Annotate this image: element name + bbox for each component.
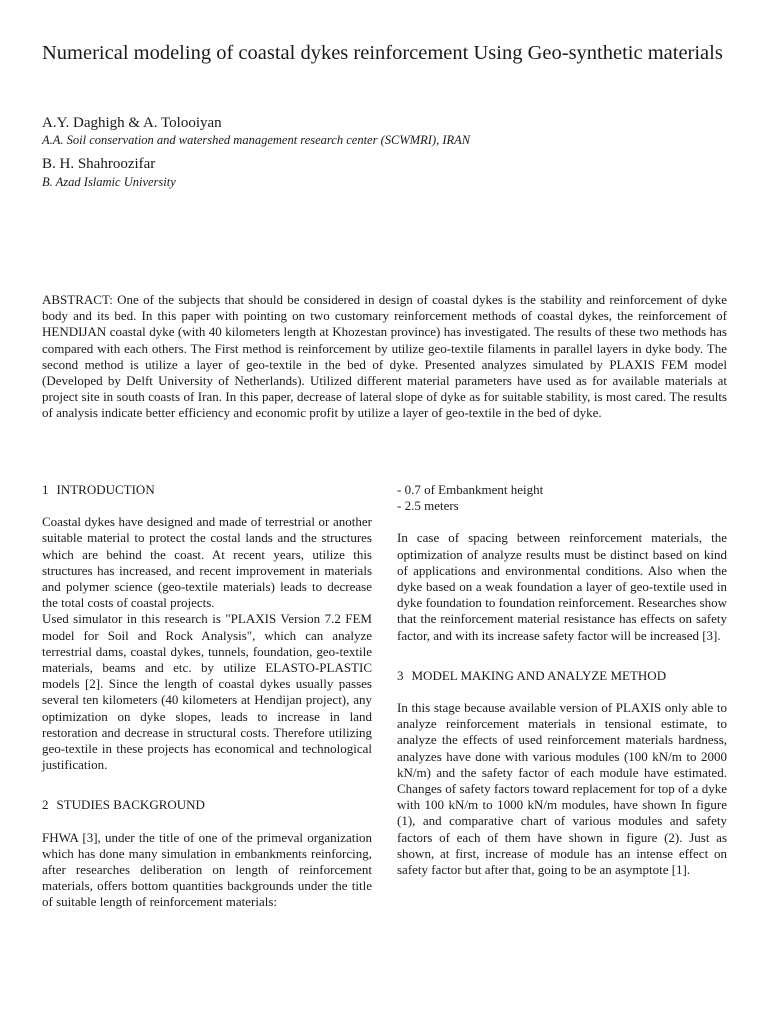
section-heading-model-making <box>397 668 727 684</box>
intro-paragraph-2: Used simulator in this research is "PLAXIS Version 7.2 FEM model for Soil and Rock Analysis", which can analyze terrestrial dams, coastal dykes, tunnels, foundation, geo-textile materials, beams and etc. by utilize ELASTO-PLASTIC models [2]. Since the length of coastal dykes usually passes several ten kilometers (40 kilometers at Hendijan project), any optimization on dyke slopes, leads to increase in land restoration and decrease in structural costs. Therefore utilizing geo-textile in these projects has economical and technological justification. <box>42 611 372 773</box>
background-paragraph-1: FHWA [3], under the title of one of the primeval organization which has done many simulation in embankments reinforcing, after researches deliberation on length of reinforcement materials, offers bottom quantities backgrounds under the title of suitable length of reinforcement materials: <box>42 829 372 910</box>
section-heading-background <box>42 797 372 813</box>
section-title: STUDIES BACKGROUND <box>56 797 205 813</box>
section-heading-introduction <box>42 482 372 498</box>
section-number: 2 <box>42 797 49 813</box>
author-affiliation-2: B. Azad Islamic University <box>42 175 176 189</box>
author-names-1: A.Y. Daghigh & A. Tolooiyan <box>42 115 222 131</box>
intro-paragraph-1: Coastal dykes have designed and made of terrestrial or another suitable material to protect the costal lands and the structures which are behind the coast. At recent years, utilize this structures has increased, and recent improvement in materials and polymer science (geo-textile materials) leads to decrease the total costs of coastal projects. <box>42 514 372 611</box>
column-right <box>397 482 727 878</box>
column-left <box>42 482 372 911</box>
model-paragraph-1: In this stage because available version of PLAXIS only able to analyze reinforcement materials in tensional estimate, to analyze the effects of used reinforcement materials hardness, analyzes have done with various modules (100 kN/m to 2000 kN/m) and the safety factor of each module have estimated. Changes of safety factors toward replacement for top of a dyke with 100 kN/m to 1000 kN/m modules, have shown In figure (1), and comparative chart of various modules and safety factors of each of them have shown in figure (2). Just as shown, at first, increase of module has an intense effect on safety factor but after that, going to be an asymptote [1]. <box>397 700 727 878</box>
abstract: ABSTRACT: One of the subjects that should be considered in design of coastal dykes is the stability and reinforcement of dyke body and its bed. In this paper with pointing on two customary reinforcement methods of coastal dykes, the reinforcement of HENDIJAN coastal dyke (with 40 kilometers length at Khozestan province) has investigated. The results of these two methods has compared with each others. The First method is reinforcement by utilize geo-textile filaments in parallel layers in dyke body. The second method is utilize a layer of geo-textile in the bed of dyke. Presented analyzes simulated by PLAXIS FEM model (Developed by Delft University of Netherlands). Utilized different material parameters have used as for available materials at project site in south coasts of Iran. In this paper, decrease of lateral slope of dyke as for suitable stability, is most cared. The results of analysis indicate better efficiency and economic profit by utilize a layer of geo-textile in the bed of dyke. <box>42 292 727 421</box>
list-item: - 0.7 of Embankment height <box>397 482 544 497</box>
section-number: 3 <box>397 667 404 683</box>
section-number: 1 <box>42 482 49 497</box>
section-title: MODEL MAKING AND ANALYZE METHOD <box>411 667 667 683</box>
author-affiliation-1: A.A. Soil conservation and watershed management research center (SCWMRI), IRAN <box>42 133 471 147</box>
paper-title: Numerical modeling of coastal dykes reinforcement Using Geo-synthetic materials <box>42 42 723 64</box>
background-paragraph-2: In case of spacing between reinforcement materials, the optimization of analyze results must be distinct based on kind of applications and environmental conditions. Also when the dyke based on a weak foundation a layer of geo-textile used in dyke foundation to foundation reinforcement. Researches show that the reinforcement material resistance has effects on safety factor, and with its increase safety factor will be increased [3]. <box>397 530 727 643</box>
list-item: - 2.5 meters <box>397 498 459 514</box>
section-title: INTRODUCTION <box>56 482 155 497</box>
author-names-2: B. H. Shahroozifar <box>42 156 156 172</box>
length-list <box>397 482 727 514</box>
